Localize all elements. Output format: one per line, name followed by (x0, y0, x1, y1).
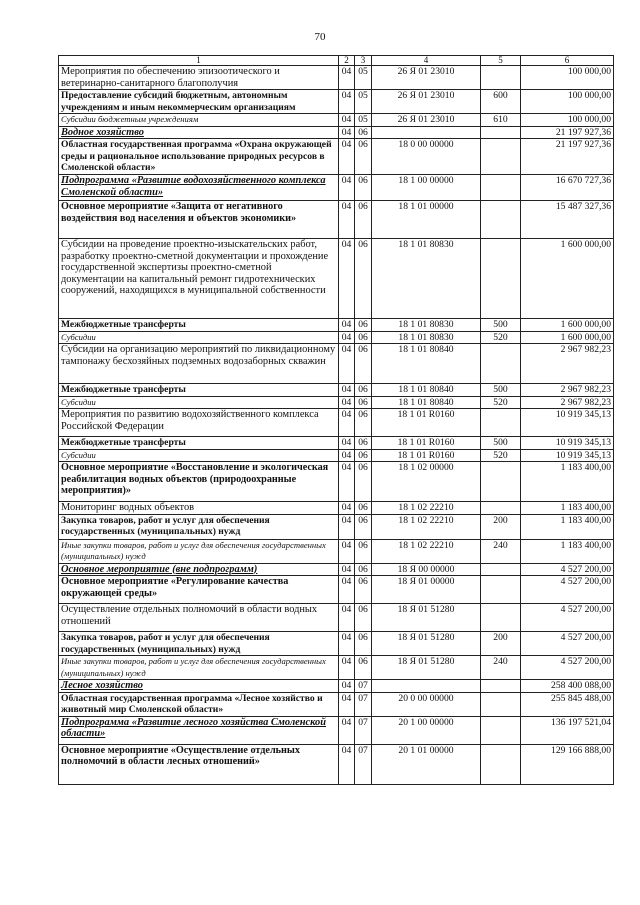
row-name-cell: Закупка товаров, работ и услуг для обеспечения государственных (муниципальных) нужд (59, 514, 339, 539)
expense-type-cell: 520 (481, 449, 521, 462)
amount-cell: 258 400 088,00 (521, 680, 614, 693)
table-row (59, 680, 614, 693)
row-name-cell: Основное мероприятие «Восстановление и экологическая реабилитация водных объектов (природоохранные мероприятия)» (59, 462, 339, 502)
expense-type-cell: 200 (481, 632, 521, 656)
column-header: 6 (521, 56, 614, 66)
target-article-cell: 18 1 01 80840 (372, 344, 481, 384)
row-name-cell: Основное мероприятие «Защита от негативного воздействия вод населения и объектов экономики» (59, 201, 339, 239)
amount-cell: 2 967 982,23 (521, 344, 614, 384)
target-article-cell (372, 126, 481, 139)
section-code-cell: 04 (339, 539, 355, 563)
target-article-cell: 20 1 00 00000 (372, 716, 481, 744)
amount-cell: 255 845 488,00 (521, 692, 614, 716)
amount-cell: 1 183 400,00 (521, 462, 614, 502)
section-code-cell: 04 (339, 502, 355, 515)
target-article-cell: 18 Я 01 51280 (372, 632, 481, 656)
subsection-code-cell: 06 (355, 126, 372, 139)
row-name-cell: Водное хозяйство (59, 126, 339, 139)
target-article-cell: 18 1 01 R0160 (372, 409, 481, 437)
expense-type-cell: 520 (481, 396, 521, 409)
subsection-code-cell: 07 (355, 680, 372, 693)
expense-type-cell (481, 462, 521, 502)
row-name-cell: Мероприятия по обеспечению эпизоотического и ветеринарно-санитарного благополучия (59, 66, 339, 90)
expense-type-cell: 240 (481, 656, 521, 680)
row-name-cell: Субсидии на проведение проектно-изыскательских работ, разработку проектно-сметной документации и прохождение государственной экспертизы проектно-сметной документации на капитальный ремонт гидротехнических сооружений, находящихся в муниципальной собственности (59, 239, 339, 319)
amount-cell: 4 527 200,00 (521, 632, 614, 656)
target-article-cell: 18 1 02 22210 (372, 502, 481, 515)
section-code-cell: 04 (339, 126, 355, 139)
row-name-cell: Субсидии (59, 449, 339, 462)
section-code-cell: 04 (339, 604, 355, 632)
table-row (59, 716, 614, 744)
expense-type-cell (481, 563, 521, 576)
row-name-cell: Основное мероприятие «Осуществление отдельных полномочий в области лесных отношений» (59, 744, 339, 784)
target-article-cell: 18 1 01 R0160 (372, 449, 481, 462)
table-row (59, 126, 614, 139)
section-code-cell: 04 (339, 576, 355, 604)
amount-cell: 4 527 200,00 (521, 604, 614, 632)
column-header: 1 (59, 56, 339, 66)
table-row (59, 632, 614, 656)
table-row (59, 576, 614, 604)
section-code-cell: 04 (339, 139, 355, 175)
target-article-cell: 18 1 02 00000 (372, 462, 481, 502)
section-code-cell: 04 (339, 90, 355, 114)
section-code-cell: 04 (339, 449, 355, 462)
row-name-cell: Иные закупки товаров, работ и услуг для обеспечения государственных (муниципальных) нужд (59, 656, 339, 680)
target-article-cell: 18 1 01 R0160 (372, 437, 481, 450)
target-article-cell: 18 1 01 80830 (372, 319, 481, 332)
target-article-cell: 26 Я 01 23010 (372, 66, 481, 90)
subsection-code-cell: 06 (355, 539, 372, 563)
row-name-cell: Межбюджетные трансферты (59, 384, 339, 397)
expense-type-cell (481, 66, 521, 90)
section-code-cell: 04 (339, 744, 355, 784)
subsection-code-cell: 07 (355, 744, 372, 784)
subsection-code-cell: 06 (355, 563, 372, 576)
row-name-cell: Мероприятия по развитию водохозяйственного комплекса Российской Федерации (59, 409, 339, 437)
table-row (59, 409, 614, 437)
subsection-code-cell: 05 (355, 90, 372, 114)
table-row (59, 604, 614, 632)
subsection-code-cell: 06 (355, 502, 372, 515)
row-name-cell: Областная государственная программа «Лесное хозяйство и животный мир Смоленской области» (59, 692, 339, 716)
section-code-cell: 04 (339, 409, 355, 437)
table-row (59, 175, 614, 201)
amount-cell: 10 919 345,13 (521, 409, 614, 437)
subsection-code-cell: 07 (355, 692, 372, 716)
table-row (59, 563, 614, 576)
row-name-cell: Мониторинг водных объектов (59, 502, 339, 515)
section-code-cell: 04 (339, 716, 355, 744)
subsection-code-cell: 06 (355, 462, 372, 502)
table-row (59, 66, 614, 90)
column-header: 2 (339, 56, 355, 66)
row-name-cell: Субсидии на организацию мероприятий по ликвидационному тампонажу бесхозяйных подземных водозаборных скважин (59, 344, 339, 384)
amount-cell: 4 527 200,00 (521, 656, 614, 680)
expense-type-cell (481, 604, 521, 632)
column-header: 3 (355, 56, 372, 66)
target-article-cell: 18 Я 01 51280 (372, 604, 481, 632)
subsection-code-cell: 06 (355, 449, 372, 462)
target-article-cell: 18 1 01 00000 (372, 201, 481, 239)
amount-cell: 21 197 927,36 (521, 139, 614, 175)
expense-type-cell (481, 744, 521, 784)
subsection-code-cell: 06 (355, 239, 372, 319)
table-body (59, 66, 614, 785)
subsection-code-cell: 07 (355, 716, 372, 744)
expense-type-cell (481, 201, 521, 239)
amount-cell: 1 183 400,00 (521, 502, 614, 515)
expense-type-cell: 500 (481, 384, 521, 397)
table-row (59, 344, 614, 384)
row-name-cell: Основное мероприятие (вне подпрограмм) (59, 563, 339, 576)
target-article-cell: 18 Я 01 51280 (372, 656, 481, 680)
table-row (59, 114, 614, 127)
amount-cell: 4 527 200,00 (521, 576, 614, 604)
target-article-cell: 18 1 01 80830 (372, 239, 481, 319)
header-row (59, 56, 614, 66)
subsection-code-cell: 06 (355, 344, 372, 384)
row-name-cell: Предоставление субсидий бюджетным, автономным учреждениям и иным некоммерческим организациям (59, 90, 339, 114)
table-row (59, 744, 614, 784)
target-article-cell: 20 1 01 00000 (372, 744, 481, 784)
table-row (59, 539, 614, 563)
expense-type-cell: 240 (481, 539, 521, 563)
subsection-code-cell: 06 (355, 331, 372, 344)
section-code-cell: 04 (339, 632, 355, 656)
section-code-cell: 04 (339, 692, 355, 716)
target-article-cell: 18 0 00 00000 (372, 139, 481, 175)
target-article-cell: 18 Я 00 00000 (372, 563, 481, 576)
table-row (59, 449, 614, 462)
row-name-cell: Основное мероприятие «Регулирование качества окружающей среды» (59, 576, 339, 604)
subsection-code-cell: 06 (355, 632, 372, 656)
table-row (59, 514, 614, 539)
section-code-cell: 04 (339, 114, 355, 127)
table-row (59, 502, 614, 515)
target-article-cell: 18 Я 01 00000 (372, 576, 481, 604)
target-article-cell: 18 1 02 22210 (372, 514, 481, 539)
row-name-cell: Субсидии (59, 396, 339, 409)
section-code-cell: 04 (339, 175, 355, 201)
target-article-cell: 26 Я 01 23010 (372, 114, 481, 127)
column-header: 5 (481, 56, 521, 66)
table-row (59, 201, 614, 239)
subsection-code-cell: 06 (355, 319, 372, 332)
expense-type-cell (481, 502, 521, 515)
subsection-code-cell: 06 (355, 576, 372, 604)
amount-cell: 2 967 982,23 (521, 384, 614, 397)
subsection-code-cell: 05 (355, 66, 372, 90)
section-code-cell: 04 (339, 331, 355, 344)
section-code-cell: 04 (339, 384, 355, 397)
table-row (59, 90, 614, 114)
section-code-cell: 04 (339, 437, 355, 450)
expense-type-cell: 200 (481, 514, 521, 539)
section-code-cell: 04 (339, 319, 355, 332)
subsection-code-cell: 05 (355, 114, 372, 127)
subsection-code-cell: 06 (355, 201, 372, 239)
row-name-cell: Иные закупки товаров, работ и услуг для обеспечения государственных (муниципальных) нужд (59, 539, 339, 563)
row-name-cell: Межбюджетные трансферты (59, 319, 339, 332)
expense-type-cell (481, 139, 521, 175)
expense-type-cell: 610 (481, 114, 521, 127)
target-article-cell: 20 0 00 00000 (372, 692, 481, 716)
section-code-cell: 04 (339, 563, 355, 576)
row-name-cell: Межбюджетные трансферты (59, 437, 339, 450)
target-article-cell: 18 1 01 80830 (372, 331, 481, 344)
section-code-cell: 04 (339, 239, 355, 319)
target-article-cell: 18 1 02 22210 (372, 539, 481, 563)
subsection-code-cell: 06 (355, 437, 372, 450)
subsection-code-cell: 06 (355, 514, 372, 539)
row-name-cell: Закупка товаров, работ и услуг для обеспечения государственных (муниципальных) нужд (59, 632, 339, 656)
table-row (59, 437, 614, 450)
table-row (59, 384, 614, 397)
amount-cell: 100 000,00 (521, 66, 614, 90)
target-article-cell: 26 Я 01 23010 (372, 90, 481, 114)
row-name-cell: Субсидии бюджетным учреждениям (59, 114, 339, 127)
section-code-cell: 04 (339, 514, 355, 539)
table-row (59, 462, 614, 502)
expense-type-cell (481, 344, 521, 384)
target-article-cell: 18 1 01 80840 (372, 384, 481, 397)
expense-type-cell: 520 (481, 331, 521, 344)
row-name-cell: Осуществление отдельных полномочий в области водных отношений (59, 604, 339, 632)
subsection-code-cell: 06 (355, 175, 372, 201)
amount-cell: 2 967 982,23 (521, 396, 614, 409)
expense-type-cell (481, 239, 521, 319)
amount-cell: 1 600 000,00 (521, 331, 614, 344)
amount-cell: 10 919 345,13 (521, 449, 614, 462)
row-name-cell: Субсидии (59, 331, 339, 344)
section-code-cell: 04 (339, 396, 355, 409)
expense-type-cell (481, 126, 521, 139)
amount-cell: 100 000,00 (521, 90, 614, 114)
amount-cell: 100 000,00 (521, 114, 614, 127)
amount-cell: 4 527 200,00 (521, 563, 614, 576)
subsection-code-cell: 06 (355, 139, 372, 175)
column-header: 4 (372, 56, 481, 66)
amount-cell: 136 197 521,04 (521, 716, 614, 744)
table-row (59, 319, 614, 332)
amount-cell: 21 197 927,36 (521, 126, 614, 139)
table-row (59, 139, 614, 175)
expense-type-cell (481, 680, 521, 693)
section-code-cell: 04 (339, 680, 355, 693)
target-article-cell (372, 680, 481, 693)
amount-cell: 1 600 000,00 (521, 239, 614, 319)
subsection-code-cell: 06 (355, 396, 372, 409)
expense-type-cell (481, 716, 521, 744)
expense-type-cell (481, 175, 521, 201)
target-article-cell: 18 1 00 00000 (372, 175, 481, 201)
amount-cell: 16 670 727,36 (521, 175, 614, 201)
subsection-code-cell: 06 (355, 409, 372, 437)
budget-table (58, 55, 614, 785)
amount-cell: 15 487 327,36 (521, 201, 614, 239)
amount-cell: 1 600 000,00 (521, 319, 614, 332)
section-code-cell: 04 (339, 656, 355, 680)
table-row (59, 396, 614, 409)
table-row (59, 331, 614, 344)
row-name-cell: Лесное хозяйство (59, 680, 339, 693)
subsection-code-cell: 06 (355, 656, 372, 680)
amount-cell: 1 183 400,00 (521, 514, 614, 539)
amount-cell: 129 166 888,00 (521, 744, 614, 784)
row-name-cell: Подпрограмма «Развитие водохозяйственного комплекса Смоленской области» (59, 175, 339, 201)
subsection-code-cell: 06 (355, 384, 372, 397)
expense-type-cell: 500 (481, 437, 521, 450)
table-row (59, 692, 614, 716)
target-article-cell: 18 1 01 80840 (372, 396, 481, 409)
amount-cell: 10 919 345,13 (521, 437, 614, 450)
expense-type-cell (481, 576, 521, 604)
expense-type-cell: 500 (481, 319, 521, 332)
section-code-cell: 04 (339, 66, 355, 90)
row-name-cell: Областная государственная программа «Охрана окружающей среды и рациональное использование природных ресурсов в Смоленской области» (59, 139, 339, 175)
table-row (59, 239, 614, 319)
expense-type-cell: 600 (481, 90, 521, 114)
table-row (59, 656, 614, 680)
row-name-cell: Подпрограмма «Развитие лесного хозяйства Смоленской области» (59, 716, 339, 744)
amount-cell: 1 183 400,00 (521, 539, 614, 563)
section-code-cell: 04 (339, 462, 355, 502)
page-number: 70 (314, 31, 326, 43)
expense-type-cell (481, 409, 521, 437)
expense-type-cell (481, 692, 521, 716)
subsection-code-cell: 06 (355, 604, 372, 632)
section-code-cell: 04 (339, 201, 355, 239)
section-code-cell: 04 (339, 344, 355, 384)
